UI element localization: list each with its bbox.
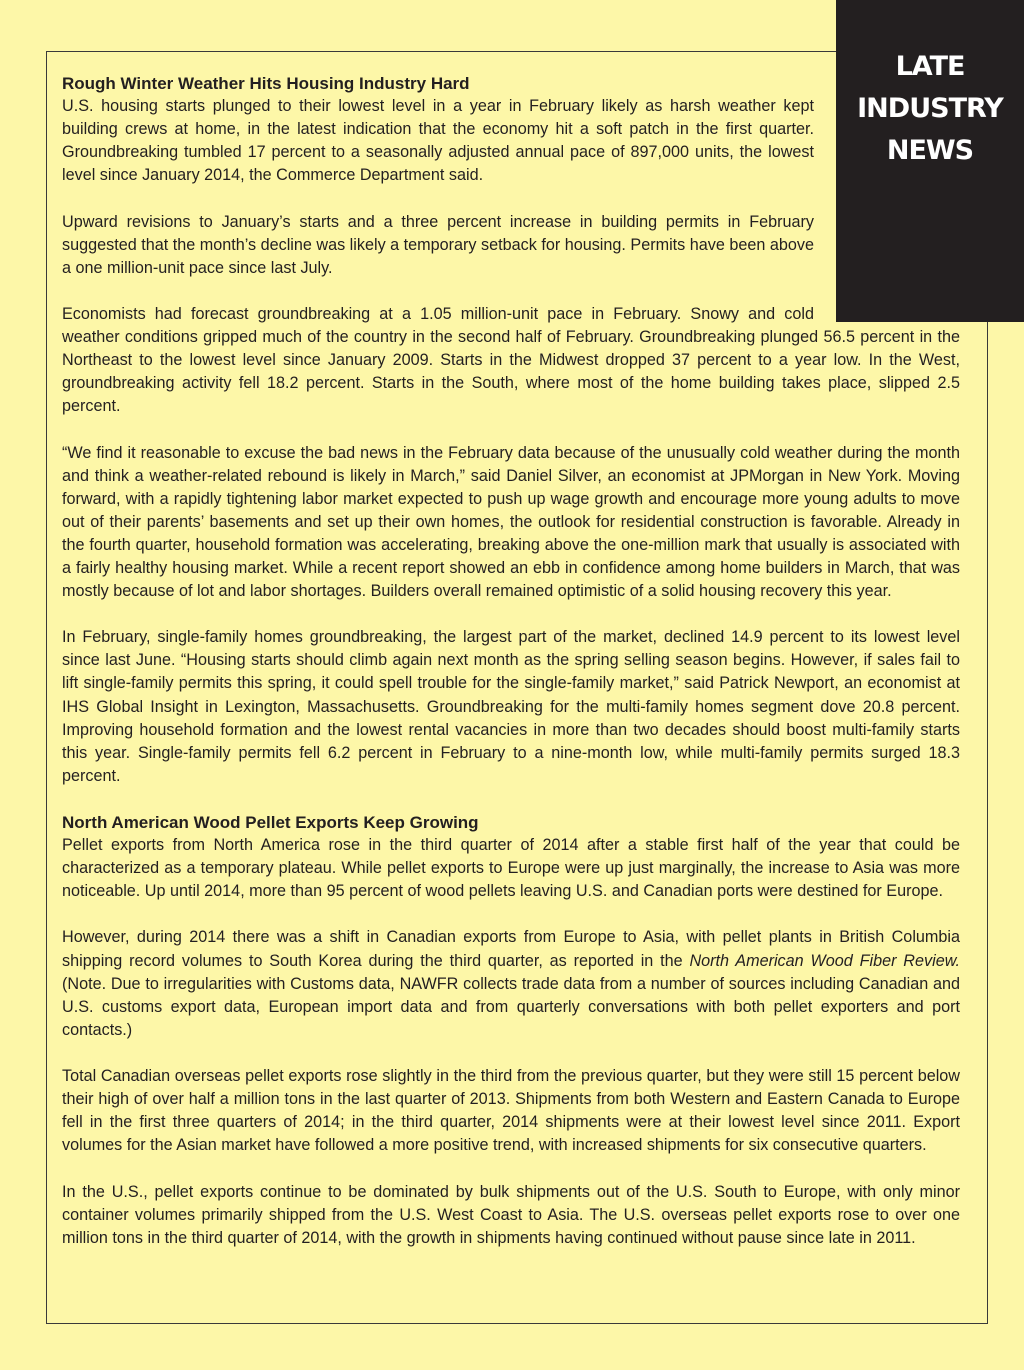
publication-title: North American Wood Fiber Review. <box>689 951 960 970</box>
article-content <box>62 72 960 1273</box>
section-tab-line: INDUSTRY <box>857 93 1003 124</box>
paragraph-text: (Note. Due to irregularities with Customs data, NAWFR collects trade data from a number of sources including Canadian and U.S. customs export data, European import data and from quarterly conversations with both pellet exporters and port contacts.) <box>62 974 960 1039</box>
article-paragraph <box>62 926 960 1041</box>
section-tab <box>836 0 1024 322</box>
section-tab-line: LATE <box>895 51 965 82</box>
article-headline: North American Wood Pellet Exports Keep Growing <box>62 813 479 832</box>
article-paragraph: In February, single-family homes groundbreaking, the largest part of the market, declined 14.9 percent to its lowest level since last June. “Housing starts should climb again next month as the spring selling season begins. However, if sales fail to lift single-family permits this spring, it could spell trouble for the single-family market,” said Patrick Newport, an economist at IHS Global Insight in Lexington, Massachusetts. Groundbreaking for the multi-family homes segment dove 20.8 percent. Improving household formation and the lowest rental vacancies in more than two decades should boost multi-family starts this year. Single-family permits fell 6.2 percent in February to a nine-month low, while multi-family permits surged 18.3 percent. <box>62 628 960 785</box>
article-paragraph: Economists had forecast groundbreaking at a 1.05 million-unit pace in February. Snowy and cold weather conditions gripped much of the country in the second half of February. Groundbreaking plunged 56.5 percent in the Northeast to the lowest level since January 2009. Starts in the Midwest dropped 37 percent to a year low. In the West, groundbreaking activity fell 18.2 percent. Starts in the South, where most of the home building takes place, slipped 2.5 percent. <box>62 304 960 416</box>
section-tab-title <box>836 46 1024 172</box>
section-tab-line: NEWS <box>886 135 974 166</box>
article-paragraph: U.S. housing starts plunged to their lowest level in a year in February likely as harsh weather kept building crews at home, in the latest indication that the economy hit a soft patch in the first quarter. Groundbreaking tumbled 17 percent to a seasonally adjusted annual pace of 897,000 units, the lowest level since January 2014, the Commerce Department said. <box>62 97 814 185</box>
article-headline: Rough Winter Weather Hits Housing Industry Hard <box>62 74 470 93</box>
article-paragraph: “We find it reasonable to excuse the bad news in the February data because of the unusually cold weather during the month and think a weather-related rebound is likely in March,” said Daniel Silver, an economist at JPMorgan in New York. Moving forward, with a rapidly tightening labor market expected to push up wage growth and encourage more young adults to move out of their parents’ basements and set up their own homes, the outlook for residential construction is favorable. Already in the fourth quarter, household formation was accelerating, breaking above the one-million mark that usually is associated with a fairly healthy housing market. While a recent report showed an ebb in confidence among home builders in March, that was mostly because of lot and labor shortages. Builders overall remained optimistic of a solid housing recovery this year. <box>62 443 960 601</box>
article-paragraph: Pellet exports from North America rose in the third quarter of 2014 after a stable first half of the year that could be characterized as a temporary plateau. While pellet exports to Europe were up just marginally, the increase to Asia was more noticeable. Up until 2014, more than 95 percent of wood pellets leaving U.S. and Canadian ports were destined for Europe. <box>62 836 960 901</box>
article-paragraph: Total Canadian overseas pellet exports rose slightly in the third from the previous quarter, but they were still 15 percent below their high of over half a million tons in the last quarter of 2013. Shipments from both Western and Eastern Canada to Europe fell in the first three quarters of 2014; in the third quarter, 2014 shipments were at their lowest level since 2011. Export volumes for the Asian market have followed a more positive trend, with increased shipments for six consecutive quarters. <box>62 1067 960 1155</box>
paragraph-text: However, during 2014 there was a shift in Canadian exports from Europe to Asia, with pellet plants in British Columbia shipping record volumes to South Korea during the third quarter, as reported in the <box>62 928 960 970</box>
article-paragraph: In the U.S., pellet exports continue to be dominated by bulk shipments out of the U.S. South to Europe, with only minor container volumes primarily shipped from the U.S. West Coast to Asia. The U.S. overseas pellet exports rose to over one million tons in the third quarter of 2014, with the growth in shipments having continued without pause since late in 2011. <box>62 1182 960 1247</box>
article-paragraph: Upward revisions to January’s starts and a three percent increase in building permits in February suggested that the month’s decline was likely a temporary setback for housing. Permits have been above a one million-unit pace since last July. <box>62 212 814 277</box>
